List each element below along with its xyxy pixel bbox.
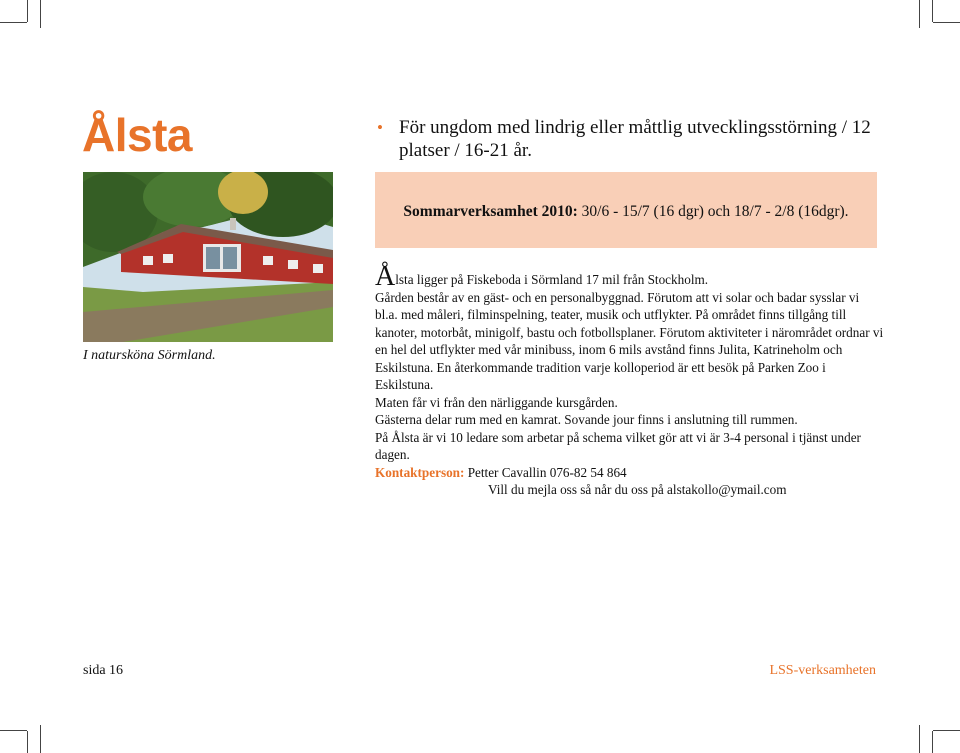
contact-line bbox=[375, 464, 885, 482]
dropcap: Å bbox=[375, 261, 396, 292]
summer-dates-box bbox=[375, 172, 877, 248]
paragraph-rooms: Gästerna delar rum med en kamrat. Sovande jour finns i anslutning till rummen. bbox=[375, 412, 798, 427]
photo-caption: I natursköna Sörmland. bbox=[83, 348, 216, 363]
page-title: Ålsta bbox=[82, 109, 192, 161]
summer-dates: 30/6 - 15/7 (16 dgr) och 18/7 - 2/8 (16dgr). bbox=[581, 203, 849, 220]
paragraph-staff: På Ålsta är vi 10 ledare som arbetar på schema vilket gör att vi är 3-4 personal i tjänst under dagen. bbox=[375, 429, 861, 462]
bullet-icon: • bbox=[377, 118, 383, 137]
house-photo bbox=[83, 172, 333, 342]
intro-bullet bbox=[377, 116, 877, 162]
paragraph-activities: Gården består av en gäst- och en personalbyggnad. Förutom att vi solar och badar sysslar vi bl.a. med måleri, filminspelning, teater, musik och utflykter. På området finns tillgång till kanoter, motorbåt, minigolf, bastu och fotbollsplaner. Förutom aktiviteter i närområdet ordnar vi en hel del utflykter med vår minibuss, inom 6 mils avstånd finns Julita, Katrineholm och Eskilstuna. En återkommande tradition varje kolloperiod är ett besök på Parken Zoo i Eskilstuna. bbox=[375, 289, 884, 392]
summer-label: Sommarverksamhet 2010: bbox=[403, 203, 578, 220]
first-line: lsta ligger på Fiskeboda i Sörmland 17 mil från Stockholm. bbox=[395, 272, 709, 287]
paragraph-food: Maten får vi från den närliggande kursgården. bbox=[375, 394, 618, 410]
section-name: LSS-verksamheten bbox=[769, 663, 876, 678]
intro-text: För ungdom med lindrig eller måttlig utvecklingsstörning / 12 platser / 16-21 år. bbox=[399, 117, 871, 161]
contact-value: Petter Cavallin 076-82 54 864 bbox=[467, 464, 627, 480]
contact-label: Kontaktperson: bbox=[375, 464, 465, 480]
email-line: Vill du mejla oss så når du oss på alstakollo@ymail.com bbox=[488, 482, 787, 497]
page-number: sida 16 bbox=[83, 663, 124, 678]
body-text bbox=[375, 261, 885, 499]
